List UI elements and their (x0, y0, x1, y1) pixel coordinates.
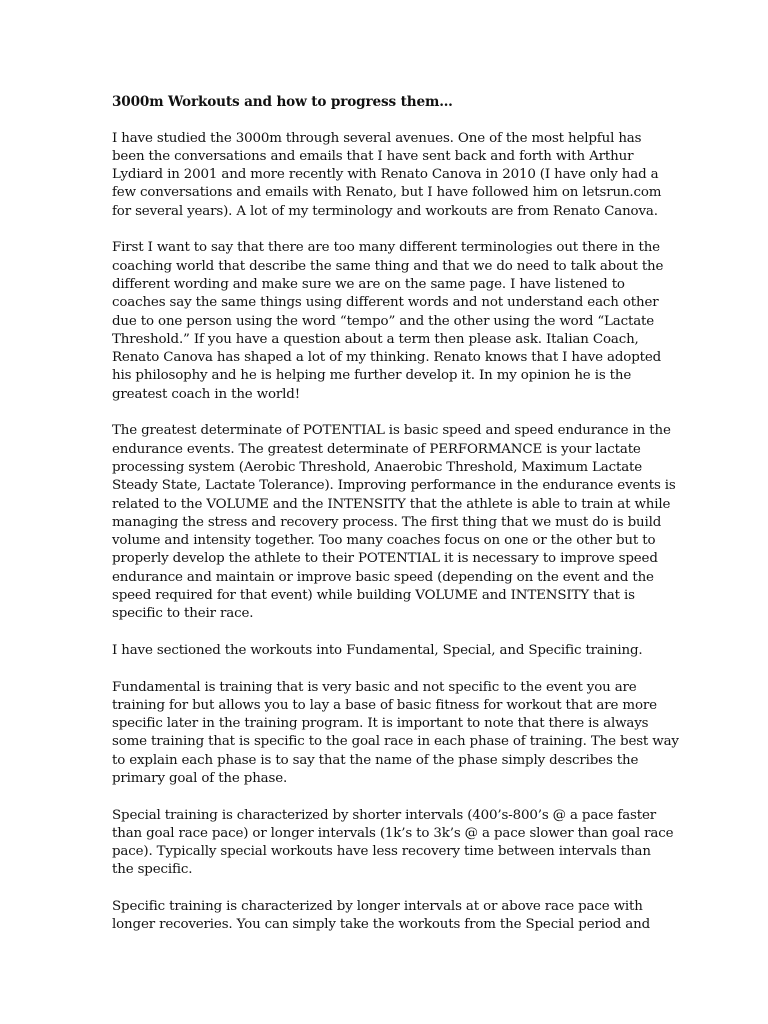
text-line: for several years). A lot of my terminology and workouts are from Renato Canova. (112, 203, 658, 219)
text-line: coaches say the same things using different words and not understand each other (112, 295, 659, 311)
text-line: been the conversations and emails that I have sent back and forth with Arthur (112, 148, 634, 164)
document-title: 3000m Workouts and how to progress them… (112, 94, 453, 110)
text-line: primary goal of the phase. (112, 770, 288, 786)
text-line: I have sectioned the workouts into Fundamental, Special, and Specific training. (112, 642, 643, 658)
paragraph (112, 130, 662, 221)
text-line: than goal race pace) or longer intervals (1k’s to 3k’s @ a pace slower than goal race (112, 825, 674, 841)
text-line: endurance events. The greatest determinate of PERFORMANCE is your lactate (112, 441, 641, 457)
paragraph (112, 239, 664, 404)
text-line: coaching world that describe the same thing and that we do need to talk about the (112, 258, 664, 274)
text-line: pace). Typically special workouts have less recovery time between intervals than (112, 844, 651, 860)
text-line: training for but allows you to lay a base of basic fitness for workout that are more (112, 697, 657, 713)
paragraph (112, 898, 652, 935)
text-line: specific later in the training program. It is important to note that there is always (112, 716, 649, 732)
text-line: specific to their race. (112, 606, 254, 622)
text-line: related to the VOLUME and the INTENSITY that the athlete is able to train at while (112, 496, 671, 512)
paragraph (112, 422, 676, 623)
text-line: Specific training is characterized by longer intervals at or above race pace with (112, 899, 643, 915)
text-line: Threshold.” If you have a question about a term then please ask. Italian Coach, (112, 331, 639, 347)
text-line: speed required for that event) while building VOLUME and INTENSITY that is (112, 588, 635, 604)
text-line: The greatest determinate of POTENTIAL is basic speed and speed endurance in the (112, 423, 671, 439)
text-line: processing system (Aerobic Threshold, Anaerobic Threshold, Maximum Lactate (112, 459, 643, 475)
paragraph-list (112, 130, 679, 935)
text-line: volume and intensity together. Too many coaches focus on one or the other but to (112, 533, 656, 549)
text-line: endurance and maintain or improve basic speed (depending on the event and the (112, 569, 654, 585)
paragraph (112, 679, 679, 789)
text-line: Lydiard in 2001 and more recently with Renato Canova in 2010 (I have only had a (112, 167, 659, 183)
text-line: his philosophy and he is helping me further develop it. In my opinion he is the (112, 368, 632, 384)
text-line: to explain each phase is to say that the name of the phase simply describes the (112, 752, 639, 768)
text-line: different wording and make sure we are on the same page. I have listened to (112, 276, 625, 292)
paragraph (112, 807, 674, 880)
text-line: due to one person using the word “tempo” and the other using the word “Lactate (112, 313, 655, 329)
text-line: the specific. (112, 862, 193, 878)
text-line: few conversations and emails with Renato, but I have followed him on letsrun.com (112, 185, 662, 201)
text-line: managing the stress and recovery process. The first thing that we must do is build (112, 514, 662, 530)
text-line: longer recoveries. You can simply take the workouts from the Special period and (112, 917, 651, 933)
text-line: greatest coach in the world! (112, 386, 300, 402)
text-line: some training that is specific to the goal race in each phase of training. The best way (112, 734, 679, 750)
text-line: Steady State, Lactate Tolerance). Improving performance in the endurance events is (112, 478, 676, 494)
document-body (112, 93, 679, 953)
paragraph (112, 642, 652, 660)
text-line: Renato Canova has shaped a lot of my thinking. Renato knows that I have adopted (112, 350, 662, 366)
text-line: I have studied the 3000m through several avenues. One of the most helpful has (112, 130, 642, 146)
text-line: First I want to say that there are too many different terminologies out there in the (112, 240, 660, 256)
text-line: properly develop the athlete to their POTENTIAL it is necessary to improve speed (112, 551, 658, 567)
text-line: Special training is characterized by shorter intervals (400’s-800’s @ a pace faster (112, 807, 657, 823)
text-line: Fundamental is training that is very basic and not specific to the event you are (112, 679, 637, 695)
